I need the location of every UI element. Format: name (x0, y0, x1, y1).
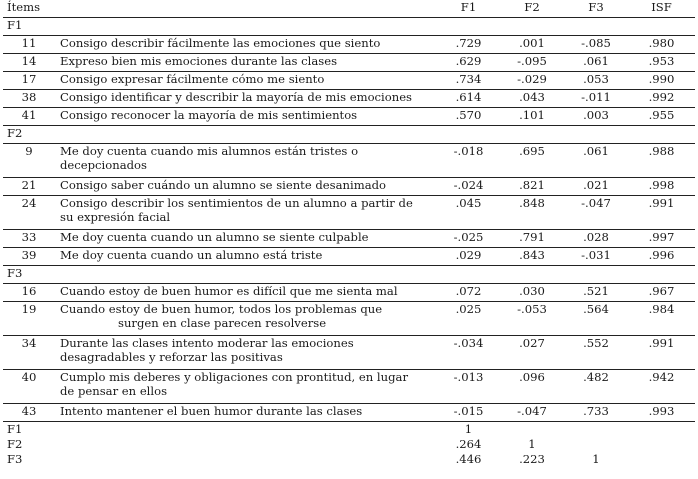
f2-loading: -.053 (500, 302, 564, 336)
item-number: 34 (3, 336, 55, 370)
section-row (3, 266, 695, 284)
correlation-row (3, 437, 695, 452)
f3-loading: .564 (564, 302, 628, 336)
item-number: 19 (3, 302, 55, 336)
item-text: Consigo reconocer la mayoría de mis sentimientos (55, 108, 437, 126)
header-row (3, 0, 695, 18)
table-row (3, 108, 695, 126)
f3-loading: -.011 (564, 90, 628, 108)
item-number: 21 (3, 178, 55, 196)
table-row (3, 196, 695, 230)
table-row (3, 404, 695, 422)
isf-value: .955 (628, 108, 695, 126)
table-row (3, 144, 695, 178)
table-row (3, 90, 695, 108)
f2-loading: .695 (500, 144, 564, 178)
item-text-line-1: Durante las clases intento moderar las emociones (60, 336, 354, 350)
table-row (3, 230, 695, 248)
corr-f3 (564, 437, 628, 452)
section-row (3, 18, 695, 36)
correlation-label: F3 (7, 452, 23, 466)
corr-f3 (564, 422, 628, 438)
isf-value: .993 (628, 404, 695, 422)
item-number: 14 (3, 54, 55, 72)
item-number: 38 (3, 90, 55, 108)
item-text-line-2: de pensar en ellos (60, 384, 168, 399)
f3-loading: .521 (564, 284, 628, 302)
item-number: 41 (3, 108, 55, 126)
item-text: Consigo describir fácilmente las emociones que siento (55, 36, 437, 54)
f2-loading: -.095 (500, 54, 564, 72)
isf-value: .988 (628, 144, 695, 178)
item-number: 9 (3, 144, 55, 178)
item-number: 16 (3, 284, 55, 302)
isf-value: .991 (628, 336, 695, 370)
correlation-label: F1 (7, 422, 23, 436)
item-text (55, 370, 437, 404)
f2-loading: .096 (500, 370, 564, 404)
table-row (3, 284, 695, 302)
f1-loading: .072 (437, 284, 500, 302)
f1-loading: -.024 (437, 178, 500, 196)
f1-loading: -.034 (437, 336, 500, 370)
item-text: Cuando estoy de buen humor es difícil que me sienta mal (55, 284, 437, 302)
header-f1: F1 (437, 0, 500, 18)
table-row (3, 302, 695, 336)
item-text: Intento mantener el buen humor durante las clases (55, 404, 437, 422)
f2-loading: .843 (500, 248, 564, 266)
f2-loading: .791 (500, 230, 564, 248)
item-text: Expreso bien mis emociones durante las clases (55, 54, 437, 72)
f1-loading: .734 (437, 72, 500, 90)
correlation-row (3, 452, 695, 467)
isf-value: .990 (628, 72, 695, 90)
isf-value: .991 (628, 196, 695, 230)
section-label: F1 (3, 18, 55, 36)
f3-loading: .028 (564, 230, 628, 248)
f3-loading: -.085 (564, 36, 628, 54)
item-number: 33 (3, 230, 55, 248)
isf-value: .967 (628, 284, 695, 302)
f3-loading: .053 (564, 72, 628, 90)
item-text: Me doy cuenta cuando un alumno está triste (55, 248, 437, 266)
f1-loading: .045 (437, 196, 500, 230)
table-row (3, 72, 695, 90)
isf-value: .953 (628, 54, 695, 72)
table-row (3, 36, 695, 54)
item-text-line-2: decepcionados (60, 158, 147, 173)
f2-loading: .030 (500, 284, 564, 302)
corr-f3: 1 (592, 452, 600, 466)
item-text (55, 302, 437, 336)
item-text-line-2: su expresión facial (60, 210, 171, 225)
table-row (3, 178, 695, 196)
section-label: F2 (3, 126, 55, 144)
item-number: 17 (3, 72, 55, 90)
f1-loading: .729 (437, 36, 500, 54)
f3-loading: -.047 (564, 196, 628, 230)
item-number: 40 (3, 370, 55, 404)
f1-loading: -.015 (437, 404, 500, 422)
isf-value: .997 (628, 230, 695, 248)
item-number: 24 (3, 196, 55, 230)
isf-value: .996 (628, 248, 695, 266)
f3-loading: .021 (564, 178, 628, 196)
section-row (3, 126, 695, 144)
section-label: F3 (3, 266, 55, 284)
f1-loading: .614 (437, 90, 500, 108)
corr-f2: .223 (519, 452, 545, 466)
f2-loading: -.047 (500, 404, 564, 422)
item-text (55, 144, 437, 178)
isf-value: .980 (628, 36, 695, 54)
item-text-line-2: surgen en clase parecen resolverse (118, 316, 327, 331)
table-row (3, 54, 695, 72)
table-row (3, 370, 695, 404)
header-items: Ítems (3, 0, 55, 18)
item-text-line-1: Cumplo mis deberes y obligaciones con prontitud, en lugar (60, 370, 408, 384)
corr-f1: .264 (455, 437, 482, 451)
correlation-label: F2 (7, 437, 23, 451)
corr-f1: 1 (464, 422, 473, 436)
f2-loading: -.029 (500, 72, 564, 90)
item-number: 39 (3, 248, 55, 266)
corr-f2 (500, 422, 564, 438)
isf-value: .992 (628, 90, 695, 108)
isf-value: .942 (628, 370, 695, 404)
f2-loading: .848 (500, 196, 564, 230)
item-text-line-2: desagradables y reforzar las positivas (60, 350, 283, 365)
corr-f1: .446 (455, 452, 482, 466)
header-isf: ISF (628, 0, 695, 18)
f3-loading: .061 (564, 144, 628, 178)
header-f3: F3 (564, 0, 628, 18)
f1-loading: .629 (437, 54, 500, 72)
header-f2: F2 (500, 0, 564, 18)
f1-loading: -.025 (437, 230, 500, 248)
f1-loading: .025 (437, 302, 500, 336)
f1-loading: .029 (437, 248, 500, 266)
item-text: Consigo saber cuándo un alumno se siente desanimado (55, 178, 437, 196)
f1-loading: .570 (437, 108, 500, 126)
f2-loading: .821 (500, 178, 564, 196)
table-row (3, 336, 695, 370)
f2-loading: .043 (500, 90, 564, 108)
f3-loading: .733 (564, 404, 628, 422)
item-number: 11 (3, 36, 55, 54)
f3-loading: -.031 (564, 248, 628, 266)
item-text: Consigo identificar y describir la mayoría de mis emociones (55, 90, 437, 108)
table-row (3, 248, 695, 266)
item-text (55, 196, 437, 230)
f2-loading: .101 (500, 108, 564, 126)
item-number: 43 (3, 404, 55, 422)
f3-loading: .061 (564, 54, 628, 72)
item-text-line-1: Consigo describir los sentimientos de un alumno a partir de (60, 196, 413, 210)
item-text-line-1: Cuando estoy de buen humor, todos los problemas que (60, 302, 383, 316)
item-text: Me doy cuenta cuando un alumno se siente culpable (55, 230, 437, 248)
f1-loading: -.018 (437, 144, 500, 178)
f3-loading: .552 (564, 336, 628, 370)
f3-loading: .003 (564, 108, 628, 126)
item-text-line-1: Me doy cuenta cuando mis alumnos están tristes o (60, 144, 359, 158)
f2-loading: .027 (500, 336, 564, 370)
f3-loading: .482 (564, 370, 628, 404)
corr-f2: 1 (528, 437, 536, 451)
item-text (55, 336, 437, 370)
isf-value: .998 (628, 178, 695, 196)
item-text: Consigo expresar fácilmente cómo me siento (55, 72, 437, 90)
f1-loading: -.013 (437, 370, 500, 404)
factor-loadings-table (3, 0, 695, 467)
f2-loading: .001 (500, 36, 564, 54)
isf-value: .984 (628, 302, 695, 336)
correlation-row (3, 422, 695, 438)
